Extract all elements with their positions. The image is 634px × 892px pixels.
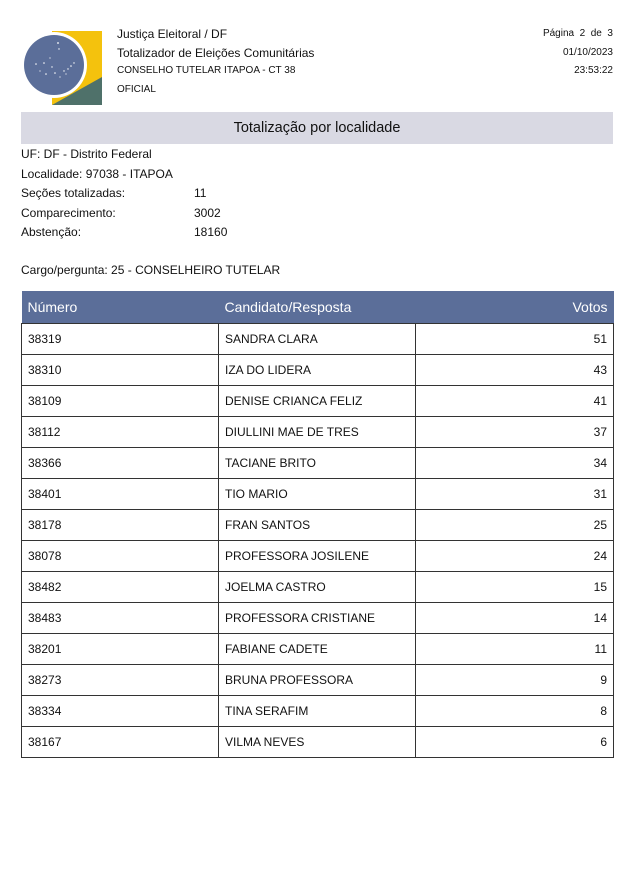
locality-info (21, 145, 227, 243)
cell-votos: 8 (416, 696, 614, 727)
cell-candidato: TACIANE BRITO (219, 448, 416, 479)
cell-candidato: TINA SERAFIM (219, 696, 416, 727)
cell-votos: 11 (416, 634, 614, 665)
cell-candidato: VILMA NEVES (219, 727, 416, 758)
cell-votos: 15 (416, 572, 614, 603)
cell-votos: 31 (416, 479, 614, 510)
header-numero: Número (22, 291, 219, 324)
cell-numero: 38482 (22, 572, 219, 603)
cell-votos: 25 (416, 510, 614, 541)
election-name: CONSELHO TUTELAR ITAPOA - CT 38 (117, 65, 296, 76)
cell-candidato: TIO MARIO (219, 479, 416, 510)
table-row (22, 355, 614, 386)
cell-numero: 38273 (22, 665, 219, 696)
cell-numero: 38178 (22, 510, 219, 541)
cargo-line: Cargo/pergunta: 25 - CONSELHEIRO TUTELAR (21, 263, 281, 277)
cell-candidato: SANDRA CLARA (219, 324, 416, 355)
results-table (21, 291, 614, 758)
status-label: OFICIAL (117, 83, 156, 95)
info-row-comparecimento (21, 204, 227, 224)
cell-numero: 38319 (22, 324, 219, 355)
cell-candidato: IZA DO LIDERA (219, 355, 416, 386)
cell-votos: 41 (416, 386, 614, 417)
table-row (22, 417, 614, 448)
cell-candidato: FRAN SANTOS (219, 510, 416, 541)
cell-votos: 34 (416, 448, 614, 479)
cell-numero: 38366 (22, 448, 219, 479)
table-row (22, 603, 614, 634)
table-row (22, 572, 614, 603)
cell-votos: 6 (416, 727, 614, 758)
cell-candidato: DENISE CRIANCA FELIZ (219, 386, 416, 417)
uf-line: UF: DF - Distrito Federal (21, 147, 152, 161)
header-votos: Votos (416, 291, 614, 324)
org-name: Justiça Eleitoral / DF (117, 27, 228, 41)
info-value: 11 (194, 186, 207, 200)
header-left (117, 25, 314, 99)
info-label: Seções totalizadas: (21, 186, 126, 200)
info-label: Comparecimento: (21, 205, 116, 220)
page-indicator: Página 2 de 3 (542, 28, 613, 39)
info-row-secoes (21, 184, 227, 204)
cell-numero: 38334 (22, 696, 219, 727)
header-candidato: Candidato/Resposta (219, 291, 416, 324)
table-row (22, 696, 614, 727)
table-row (22, 727, 614, 758)
section-title: Totalização por localidade (21, 112, 613, 144)
cell-candidato: BRUNA PROFESSORA (219, 665, 416, 696)
table-row (22, 541, 614, 572)
cell-candidato: PROFESSORA CRISTIANE (219, 603, 416, 634)
cell-numero: 38201 (22, 634, 219, 665)
table-header-row (22, 291, 614, 324)
report-date: 01/10/2023 (562, 46, 613, 58)
cell-numero: 38109 (22, 386, 219, 417)
cell-votos: 37 (416, 417, 614, 448)
table-row (22, 510, 614, 541)
cell-candidato: PROFESSORA JOSILENE (219, 541, 416, 572)
localidade-line: Localidade: 97038 - ITAPOA (21, 166, 173, 181)
cell-candidato: DIULLINI MAE DE TRES (219, 417, 416, 448)
cell-votos: 9 (416, 665, 614, 696)
cell-candidato: FABIANE CADETE (219, 634, 416, 665)
info-value: 3002 (194, 205, 221, 220)
justica-eleitoral-logo (22, 27, 104, 105)
header-right (543, 25, 613, 81)
cell-votos: 51 (416, 324, 614, 355)
table-row (22, 448, 614, 479)
table-row (22, 665, 614, 696)
table-row (22, 386, 614, 417)
cell-numero: 38401 (22, 479, 219, 510)
table-row (22, 634, 614, 665)
report-time: 23:53:22 (574, 65, 613, 76)
cell-numero: 38483 (22, 603, 219, 634)
cell-votos: 24 (416, 541, 614, 572)
info-row-abstencao (21, 223, 227, 243)
cell-numero: 38167 (22, 727, 219, 758)
cell-numero: 38078 (22, 541, 219, 572)
cell-candidato: JOELMA CASTRO (219, 572, 416, 603)
table-row (22, 324, 614, 355)
cell-votos: 43 (416, 355, 614, 386)
cell-numero: 38112 (22, 417, 219, 448)
cell-votos: 14 (416, 603, 614, 634)
table-row (22, 479, 614, 510)
system-name: Totalizador de Eleições Comunitárias (117, 45, 315, 60)
cell-numero: 38310 (22, 355, 219, 386)
info-label: Abstenção: (21, 225, 82, 239)
info-value: 18160 (194, 225, 228, 239)
